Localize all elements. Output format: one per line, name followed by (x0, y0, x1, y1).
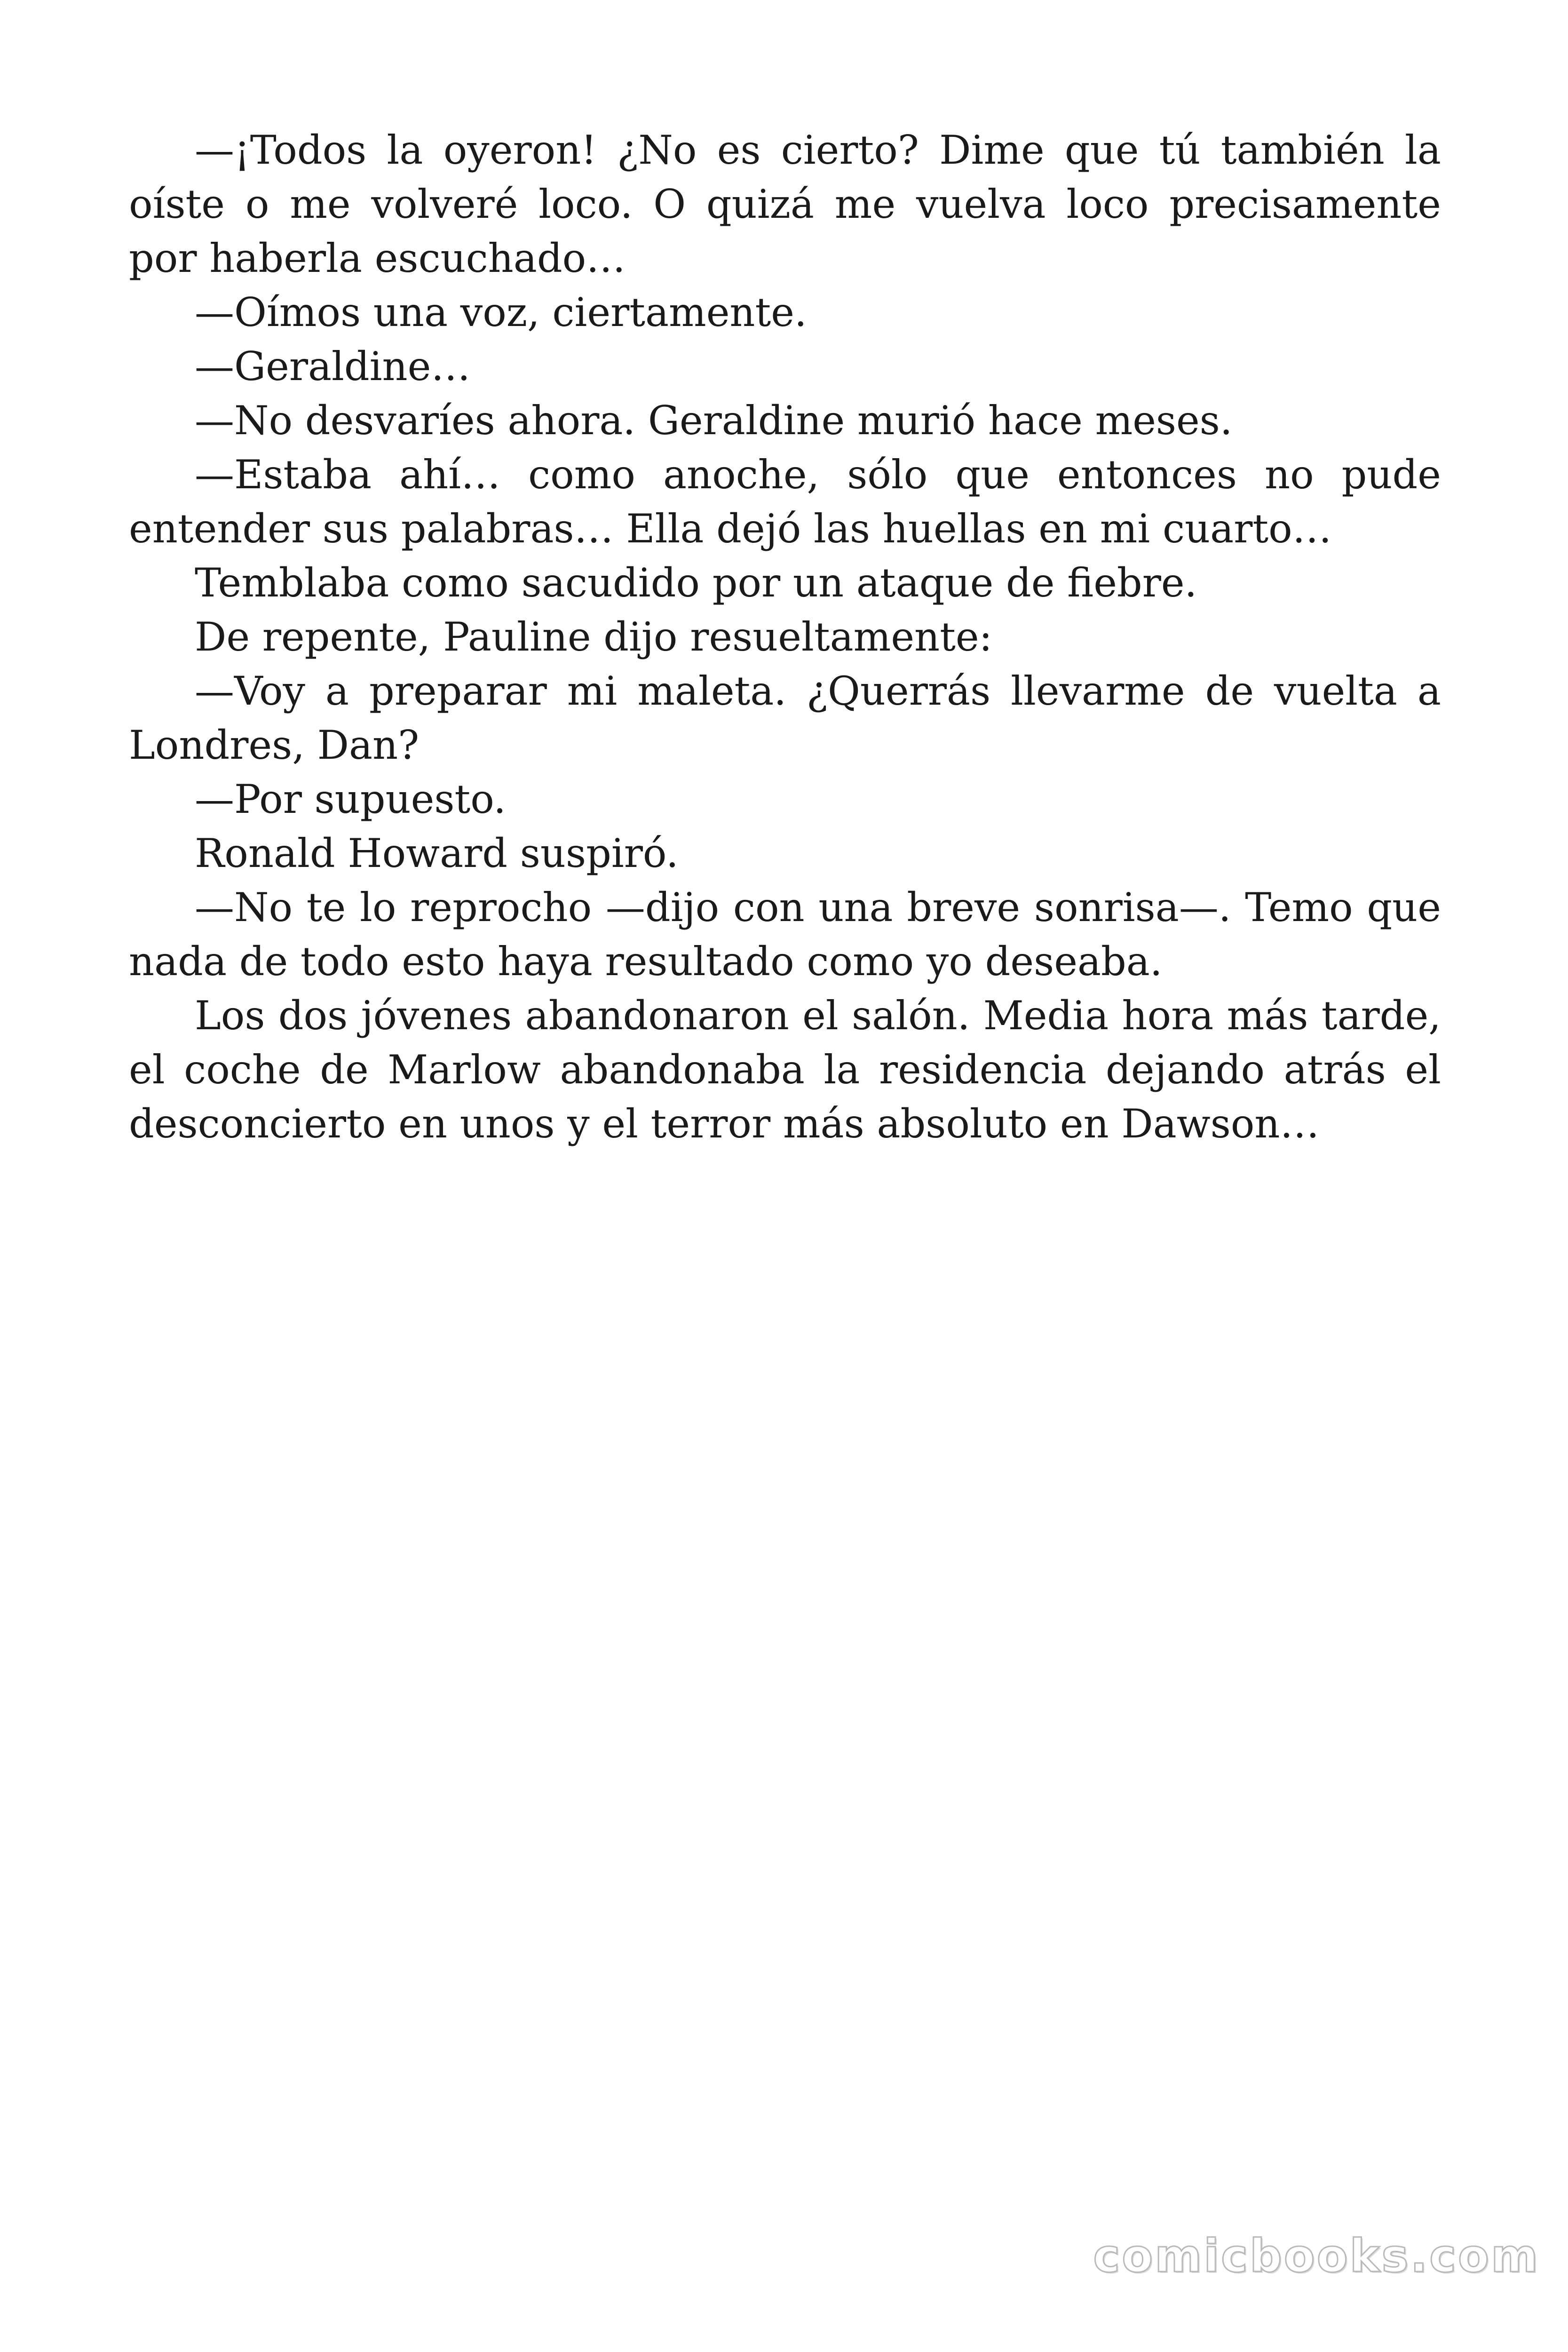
paragraph: —¡Todos la oyeron! ¿No es cierto? Dime que tú también la oíste o me volveré loco. O quizá me vuelva loco precisamente por haberla escuchado… (129, 127, 1441, 281)
paragraph: —No te lo reprocho —dijo con una breve sonrisa—. Temo que nada de todo esto haya resultado como yo deseaba. (129, 884, 1441, 985)
paragraph: —No desvaríes ahora. Geraldine murió hace meses. (195, 397, 1233, 444)
paragraph: —Voy a preparar mi maleta. ¿Querrás llevarme de vuelta a Londres, Dan? (129, 668, 1441, 768)
paragraph: Los dos jóvenes abandonaron el salón. Media hora más tarde, el coche de Marlow abandonaba la residencia dejando atrás el desconcierto en unos y el terror más absoluto en Dawson… (129, 993, 1441, 1147)
paragraph: De repente, Pauline dijo resueltamente: (195, 614, 992, 660)
paragraph: —Geraldine… (195, 343, 471, 389)
watermark: comicbooks.com (1093, 2230, 1540, 2282)
paragraph: —Estaba ahí… como anoche, sólo que entonces no pude entender sus palabras… Ella dejó las huellas en mi cuarto… (129, 452, 1441, 552)
paragraph: —Oímos una voz, ciertamente. (195, 289, 807, 335)
paragraph: —Por supuesto. (195, 776, 506, 822)
paragraph: Temblaba como sacudido por un ataque de fiebre. (195, 560, 1197, 606)
paragraph: Ronald Howard suspiró. (195, 830, 679, 876)
body-text (129, 123, 1441, 1151)
